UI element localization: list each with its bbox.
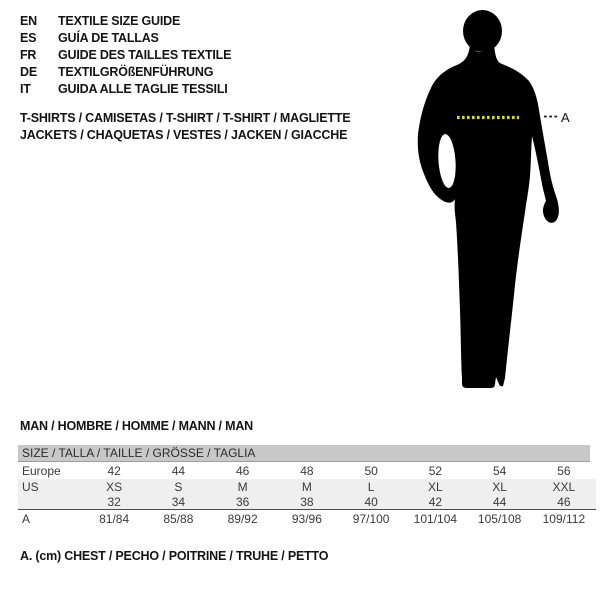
category-line-tshirts: T-SHIRTS / CAMISETAS / T-SHIRT / T-SHIRT / MAGLIETTE — [20, 111, 351, 125]
size-cell: 40 — [364, 494, 378, 509]
size-cell: S — [174, 479, 183, 494]
language-code: DE — [20, 65, 37, 79]
row-label: A — [22, 511, 31, 526]
size-cell: 81/84 — [99, 511, 130, 526]
size-cell: 32 — [107, 494, 121, 509]
language-code: FR — [20, 48, 37, 62]
size-cell: 44 — [171, 463, 186, 478]
silhouette-head — [463, 10, 502, 52]
size-cell: 42 — [107, 463, 121, 478]
size-cell: 101/104 — [413, 511, 458, 526]
size-cell: XL — [492, 479, 507, 494]
size-cell: 105/108 — [477, 511, 522, 526]
size-cell: 85/88 — [163, 511, 194, 526]
size-cell: 36 — [235, 494, 250, 509]
language-label: GUÍA DE TALLAS — [58, 31, 159, 45]
table-row-alt-size — [18, 494, 596, 509]
language-label: TEXTILE SIZE GUIDE — [58, 14, 181, 28]
size-cell: XXL — [552, 479, 576, 494]
size-cell: 48 — [300, 463, 314, 478]
table-row-us — [18, 479, 596, 494]
measurement-footnote: A. (cm) CHEST / PECHO / POITRINE / TRUHE / PETTO — [20, 549, 329, 563]
category-line-jackets: JACKETS / CHAQUETAS / VESTES / JACKEN / GIACCHE — [20, 128, 348, 142]
size-cell: L — [367, 479, 375, 494]
size-cell: 97/100 — [352, 511, 390, 526]
language-code: IT — [20, 82, 31, 96]
size-cell: XS — [106, 479, 123, 494]
size-cell: 54 — [492, 463, 507, 478]
table-row-europe — [18, 462, 596, 479]
language-label: GUIDA ALLE TAGLIE TESSILI — [58, 82, 228, 96]
size-table-header: SIZE / TALLA / TAILLE / GRÖSSE / TAGLIA — [18, 445, 590, 462]
language-label: GUIDE DES TAILLES TEXTILE — [58, 48, 232, 62]
measure-label-a: A — [561, 110, 570, 125]
language-code: EN — [20, 14, 37, 28]
size-cell: M — [301, 479, 312, 494]
language-code: ES — [20, 31, 37, 45]
size-cell: 34 — [171, 494, 186, 509]
size-cell: 56 — [557, 463, 571, 478]
size-cell: XL — [428, 479, 443, 494]
row-label: US — [22, 479, 39, 494]
size-cell: M — [237, 479, 248, 494]
row-label: Europe — [22, 463, 61, 478]
size-cell: 44 — [492, 494, 507, 509]
size-cell: 52 — [428, 463, 443, 478]
size-cell: 42 — [428, 494, 443, 509]
size-cell: 38 — [300, 494, 314, 509]
size-cell: 89/92 — [227, 511, 258, 526]
size-cell: 109/112 — [542, 511, 586, 526]
language-label: TEXTILGRÖßENFÜHRUNG — [58, 65, 214, 79]
silhouette-body — [418, 44, 559, 388]
size-cell: 46 — [235, 463, 250, 478]
size-cell: 46 — [557, 494, 571, 509]
section-title-man: MAN / HOMBRE / HOMME / MANN / MAN — [20, 419, 253, 433]
size-table — [18, 445, 596, 527]
table-row-chest-a — [18, 509, 596, 527]
size-cell: 50 — [364, 463, 378, 478]
size-cell: 93/96 — [291, 511, 322, 526]
